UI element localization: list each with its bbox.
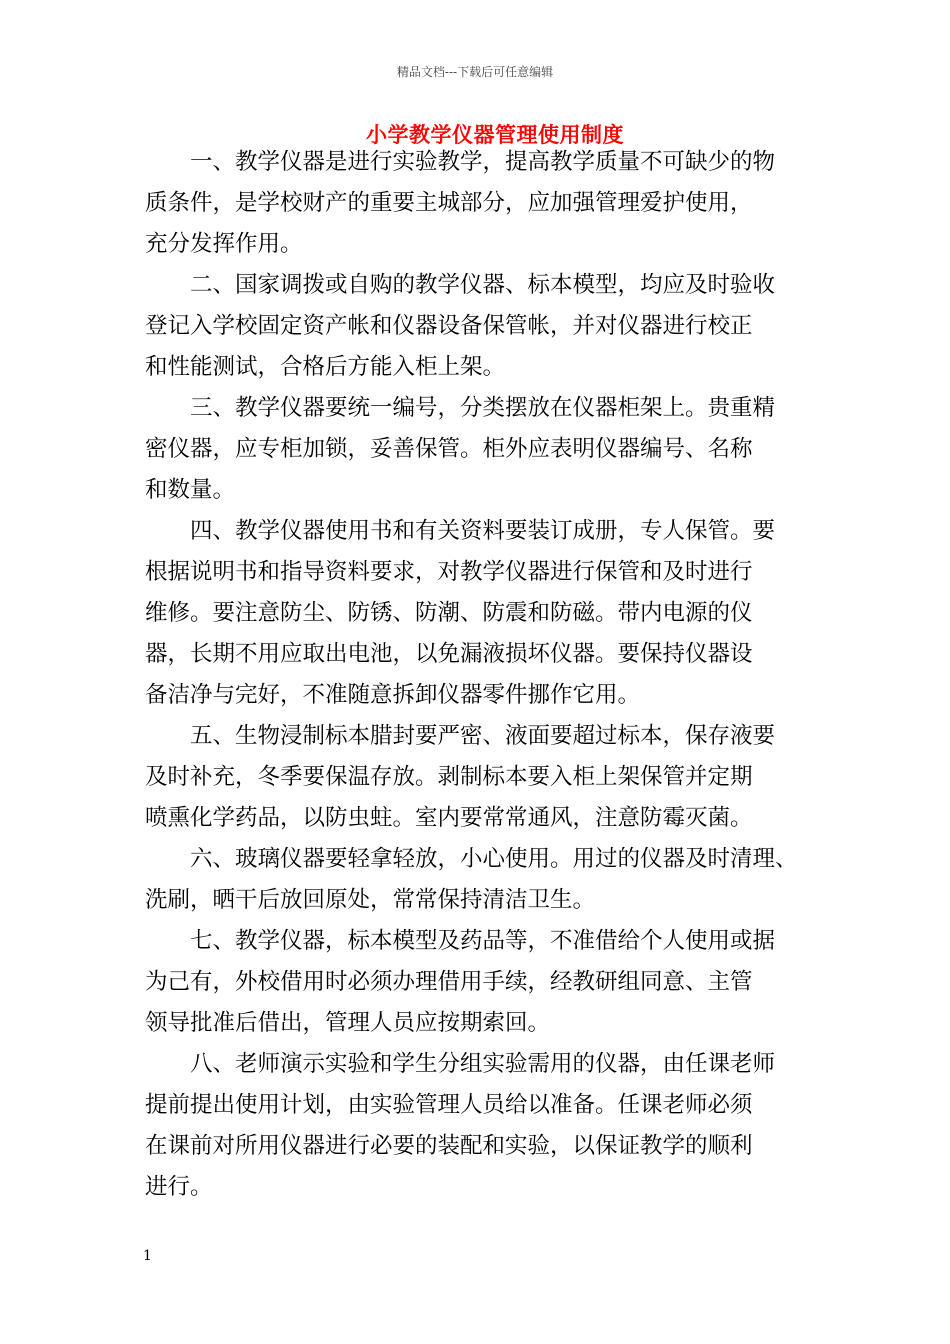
paragraph-7: 七、教学仪器，标本模型及药品等，不准借给个人使用或据 为己有，外校借用时必须办理借用手续，经教研组同意、主管 领导批准后借出，管理人员应按期索回。: [145, 928, 776, 1036]
paragraph-6: 六、玻璃仪器要轻拿轻放，小心使用。用过的仪器及时清理、 洗刷，晒干后放回原处，常常保持清洁卫生。: [145, 846, 798, 913]
paragraph-8: 八、老师演示实验和学生分组实验需用的仪器，由任课老师 提前提出使用计划，由实验管理人员给以准备。任课老师必须 在课前对所用仪器进行必要的装配和实验，以保证教学的顺利 进行。: [145, 1051, 776, 1200]
paragraph-4: 四、教学仪器使用书和有关资料要装订成册，专人保管。要 根据说明书和指导资料要求，对教学仪器进行保管和及时进行 维修。要注意防尘、防锈、防潮、防震和防磁。带内电源的仪 器，长期不用应取出电池，以免漏液损坏仪器。要保持仪器设 备洁净与完好，不准随意拆卸仪器零件挪作它用。: [145, 518, 776, 708]
paragraph-3: 三、教学仪器要统一编号，分类摆放在仪器柜架上。贵重精 密仪器，应专柜加锁，妥善保管。柜外应表明仪器编号、名称 和数量。: [145, 395, 776, 503]
page-header: 精品文档---下载后可任意编辑: [396, 65, 554, 79]
paragraph-5: 五、生物浸制标本腊封要严密、液面要超过标本，保存液要 及时补充，冬季要保温存放。剥制标本要入柜上架保管并定期 喷熏化学药品，以防虫蛀。室内要常常通风，注意防霉灭菌。: [145, 723, 776, 831]
document-body: [145, 142, 813, 1208]
page-number: 1: [143, 1248, 152, 1264]
paragraph-2: 二、国家调拨或自购的教学仪器、标本模型，均应及时验收 登记入学校固定资产帐和仪器设备保管帐，并对仪器进行校正 和性能测试，合格后方能入柜上架。: [145, 272, 776, 380]
paragraph-1: 一、教学仪器是进行实验教学，提高教学质量不可缺少的物 质条件，是学校财产的重要主城部分，应加强管理爱护使用， 充分发挥作用。: [145, 149, 776, 257]
document-title: 小学教学仪器管理使用制度: [366, 122, 624, 147]
